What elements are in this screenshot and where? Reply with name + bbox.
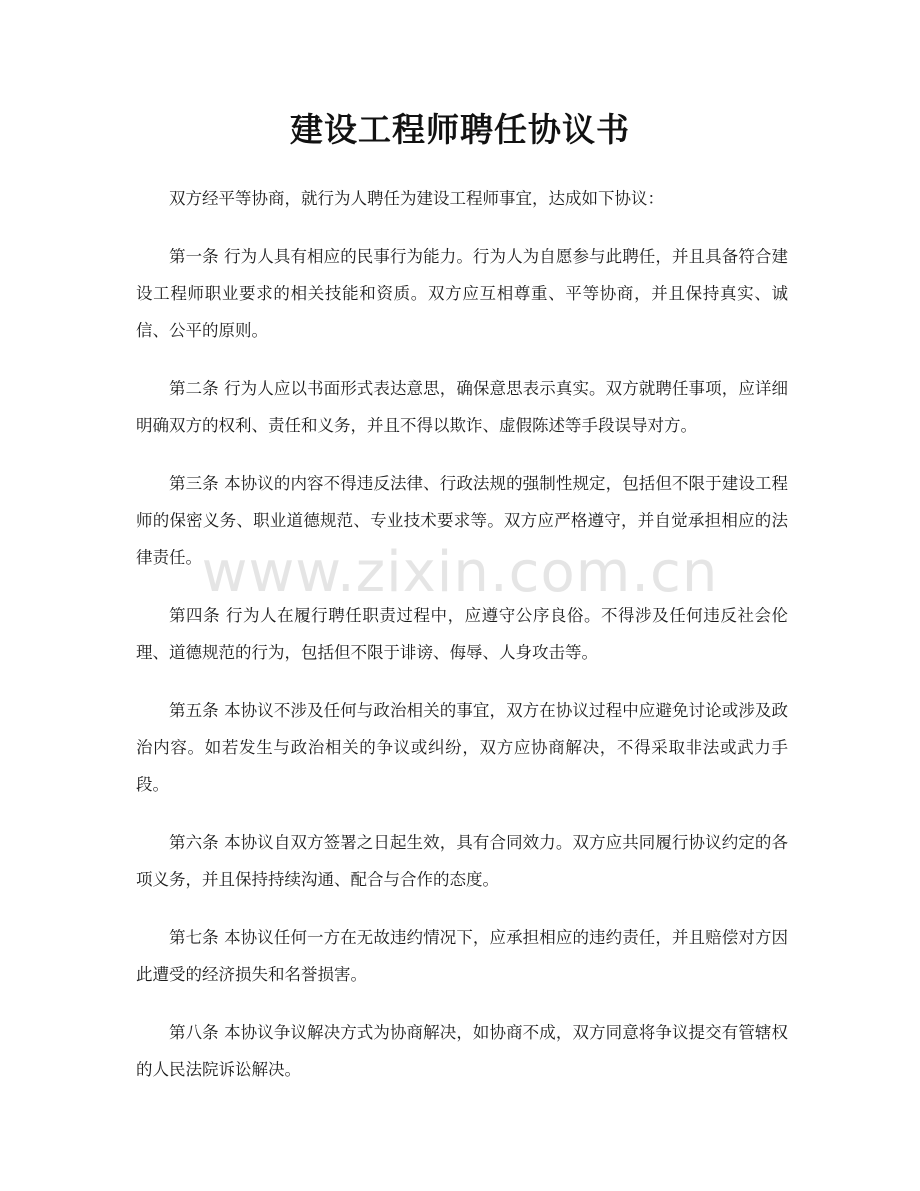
site-watermark: www.zixin.com.cn xyxy=(201,540,719,605)
article-6-paragraph: 第六条 本协议自双方签署之日起生效，具有合同效力。双方应共同履行协议约定的各项义务，并且保持持续沟通、配合与合作的态度。 xyxy=(136,833,788,889)
article-3-paragraph: 第三条 本协议的内容不得违反法律、行政法规的强制性规定，包括但不限于建设工程师的保密义务、职业道德规范、专业技术要求等。双方应严格遵守，并自觉承担相应的法律责任。 xyxy=(136,474,788,567)
article-1-paragraph: 第一条 行为人具有相应的民事行为能力。行为人为自愿参与此聘任，并且具备符合建设工程师职业要求的相关技能和资质。双方应互相尊重、平等协商，并且保持真实、诚信、公平的原则。 xyxy=(136,247,788,340)
document-title: 建设工程师聘任协议书 xyxy=(290,110,630,149)
intro-paragraph: 双方经平等协商，就行为人聘任为建设工程师事宜，达成如下协议： xyxy=(169,189,664,208)
article-4-paragraph: 第四条 行为人在履行聘任职责过程中，应遵守公序良俗。不得涉及任何违反社会伦理、道德规范的行为，包括但不限于诽谤、侮辱、人身攻击等。 xyxy=(136,606,788,662)
article-7-paragraph: 第七条 本协议任何一方在无故违约情况下，应承担相应的违约责任，并且赔偿对方因此遭受的经济损失和名誉损害。 xyxy=(136,928,788,984)
article-8-paragraph: 第八条 本协议争议解决方式为协商解决，如协商不成，双方同意将争议提交有管辖权的人民法院诉讼解决。 xyxy=(136,1023,788,1079)
document-body xyxy=(136,180,788,1109)
article-2-paragraph: 第二条 行为人应以书面形式表达意思，确保意思表示真实。双方就聘任事项，应详细明确双方的权利、责任和义务，并且不得以欺诈、虚假陈述等手段误导对方。 xyxy=(136,379,788,435)
article-5-paragraph: 第五条 本协议不涉及任何与政治相关的事宜，双方在协议过程中应避免讨论或涉及政治内容。如若发生与政治相关的争议或纠纷，双方应协商解决，不得采取非法或武力手段。 xyxy=(136,701,788,794)
